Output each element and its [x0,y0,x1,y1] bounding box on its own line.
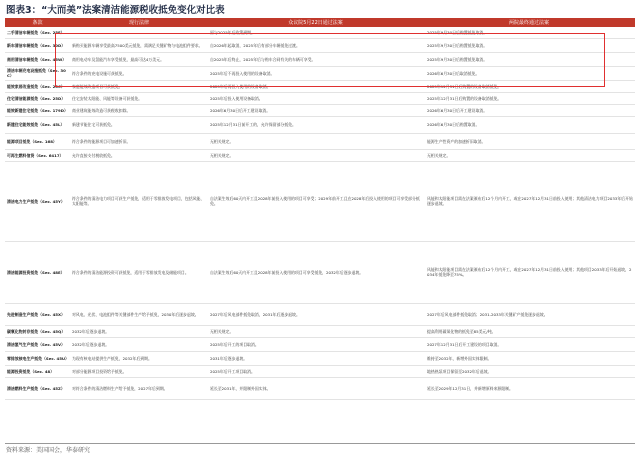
row-clause: 能效新建住宅抵免（Sec. 179D） [5,104,70,116]
row-final-bill: 延长至2029年12月31日，并新增原料来源限制。 [423,377,635,399]
row-clause: 清洁车辆充电设施抵免（Sec. 30C） [5,66,70,80]
table-row [5,80,635,92]
table-row [5,116,635,133]
row-final-bill: 2026年6月30日后开工建设取消。 [423,104,635,116]
row-clause: 能效家居改造抵免（Sec. 25C） [5,80,70,92]
row-final-bill: 2026年6月30日后购置取消。 [423,116,635,133]
row-current-law: 家庭能效改造项目可获抵免。 [70,80,208,92]
row-clause: 清洁氢气生产抵免（Sec. 45V） [5,337,70,351]
row-clause: 商用清洁车辆抵免（Sec. 45W） [5,52,70,66]
row-clause: 清洁燃料生产抵免（Sec. 45Z） [5,377,70,399]
row-house-bill: 2027年后风电部件抵免取消，2031年后逐步退坡。 [208,303,423,325]
table-row [5,66,635,80]
comparison-table [5,18,635,400]
row-house-bill: 自2026年起取消，2025年后有部分车辆抵免过渡。 [208,38,423,52]
row-current-law: 住宅安装太阳能、风能等设备可获抵免。 [70,92,208,104]
row-current-law: 2032年后逐步退坡。 [70,325,208,337]
row-final-bill: 无相关规定。 [423,149,635,161]
row-house-bill: 2025年后开工的项目取消。 [208,337,423,351]
row-final-bill: 地热热泵项目保留至2032年后退坡。 [423,365,635,377]
table-row [5,149,635,161]
header-clause: 条款 [5,18,70,27]
row-clause: 住宅清洁能源抵免（Sec. 25D） [5,92,70,104]
table-row [5,133,635,149]
row-house-bill: 延长至2031年，并限制外国实体。 [208,377,423,399]
row-current-law: — [70,27,208,38]
table-row [5,337,635,351]
table-row [5,303,635,325]
row-current-law: 新购买能源车辆享受最高7500美元抵免，需满足关键矿物与电池组件要求。 [70,38,208,52]
row-clause: 新建住宅能效抵免（Sec. 45L） [5,116,70,133]
row-current-law: 2032年后逐步退坡。 [70,337,208,351]
row-house-bill: 2025年后投入使用设备取消。 [208,92,423,104]
table-row [5,52,635,66]
row-clause: 清洁能源投资抵免（Sec. 48E） [5,241,70,303]
table-row [5,38,635,52]
row-current-law: 新建节能住宅可获抵免。 [70,116,208,133]
row-final-bill: 2025年9月30日后购置抵免取消。 [423,38,635,52]
row-final-bill: 2025年9月30日后购置抵免取消。 [423,52,635,66]
table-row [5,351,635,365]
row-current-law: 为现有核电站提供生产抵免，2032年后到期。 [70,351,208,365]
header-house-bill: 众议院5月22日通过法案 [208,18,423,27]
row-current-law: 商用电动车及氢能汽车享受抵免，最高可达4万美元。 [70,52,208,66]
row-house-bill: 无相关规定。 [208,325,423,337]
row-current-law: 对部分能源项目投资给予抵免。 [70,365,208,377]
row-house-bill: 2025年后不再投入使用的设备取消。 [208,66,423,80]
row-house-bill: 2026年6月30日后开工建设取消。 [208,104,423,116]
table-header-row [5,18,635,27]
table-row [5,104,635,116]
table-body [5,27,635,399]
row-current-law: 符合条件的清洁能源投资可获抵免，适用于零排放发电及储能项目。 [70,241,208,303]
table-row [5,365,635,377]
row-clause: 可再生燃料信贷（Sec. 6417） [5,149,70,161]
row-final-bill: 2025年12月31日后购置的设备取消抵免。 [423,92,635,104]
row-clause: 碳氧化物封存抵免（Sec. 45Q） [5,325,70,337]
row-clause: 新车清洁车辆抵免（Sec. 30D） [5,38,70,52]
row-current-law: 符合条件的清洁电力项目可获生产抵免，适用于零排放发电项目，包括风能、太阳能等。 [70,161,208,241]
row-current-law: 商业建筑能效改造可获税收扣除。 [70,104,208,116]
row-house-bill: 无相关规定。 [208,133,423,149]
row-clause: 二手清洁车辆抵免（Sec. 25E） [5,27,70,38]
row-final-bill: 2027年12月31日后开工建设的项目取消。 [423,337,635,351]
row-final-bill: 2025年12月31日后购置的设备取消抵免。 [423,80,635,92]
table-row [5,377,635,399]
row-current-law: 对风电、光伏、电池组件等关键部件生产给予抵免，2030年后逐步退坡。 [70,303,208,325]
row-clause: 清洁电力生产抵免（Sec. 45Y） [5,161,70,241]
row-final-bill: 提高利用碳氧化物的抵免至85美元/吨。 [423,325,635,337]
row-house-bill: 2031年后逐步退坡。 [208,351,423,365]
row-house-bill: 2025年后开工项目取消。 [208,365,423,377]
table-row [5,241,635,303]
row-final-bill: 能源生产性资产的加速折旧取消。 [423,133,635,149]
row-house-bill: 自法案生效后60天内开工且2028年前投入使用的项目可享受抵免，2032年后逐步退坡。 [208,241,423,303]
figure-title: 图表3：“大而美”法案清洁能源税收抵免变化对比表 [6,5,225,16]
header-current-law: 现行法律 [70,18,208,27]
source-note: 资料来源：美国国会，华泰研究 [6,447,91,454]
row-current-law: 符合条件的充电设施可获抵免。 [70,66,208,80]
row-final-bill: 2026年6月30日后取消抵免。 [423,66,635,80]
row-current-law: 符合条件的能源项目可加速折旧。 [70,133,208,149]
row-house-bill: 2025年12月31日前开工的，允许保留部分抵免。 [208,116,423,133]
header-final-bill: 两院最终通过法案 [423,18,635,27]
table-row [5,161,635,241]
row-current-law: 对符合条件的清洁燃料生产给予抵免，2027年后到期。 [70,377,208,399]
row-house-bill: 无相关规定。 [208,149,423,161]
table-row [5,27,635,38]
row-house-bill: 原与2025年后政策到期。 [208,27,423,38]
row-final-bill: 2027年后风电部件抵免取消；2031-2033年关键矿产抵免逐步退坡。 [423,303,635,325]
row-current-law: 允许直接支付税收抵免。 [70,149,208,161]
row-final-bill: 风能和太阳能项目需在法案颁布后12个月内开工，或在2027年12月31日前投入使用；其他清洁电力项目2033年后开始逐步退坡。 [423,161,635,241]
row-clause: 零排放核电生产抵免（Sec. 45U） [5,351,70,365]
row-final-bill: 2025年9月30日后购置抵免取消。 [423,27,635,38]
row-house-bill: 自2025年后终止，2025年后与购车合同有关的车辆可享受。 [208,52,423,66]
row-house-bill: 自法案生效后60天内开工且2028年前投入使用的项目可享受；2029年前开工且在2028年后投入使用的项目可享受部分抵免。 [208,161,423,241]
row-clause: 先进制造生产抵免（Sec. 45X） [5,303,70,325]
footer-rule [5,443,635,444]
table-row [5,325,635,337]
row-final-bill: 风能和太阳能项目需在法案颁布后12个月内开工，或在2027年12月31日前投入使用；其他项目2033年后开始退坡，2034年抵免降至75%。 [423,241,635,303]
row-house-bill: 2025年后再投入使用的设备取消。 [208,80,423,92]
row-clause: 能源投资抵免（Sec. 48） [5,365,70,377]
row-final-bill: 维持至2032年，新增外国实体限制。 [423,351,635,365]
table-row [5,92,635,104]
row-clause: 能源项目抵免（Sec. 168） [5,133,70,149]
